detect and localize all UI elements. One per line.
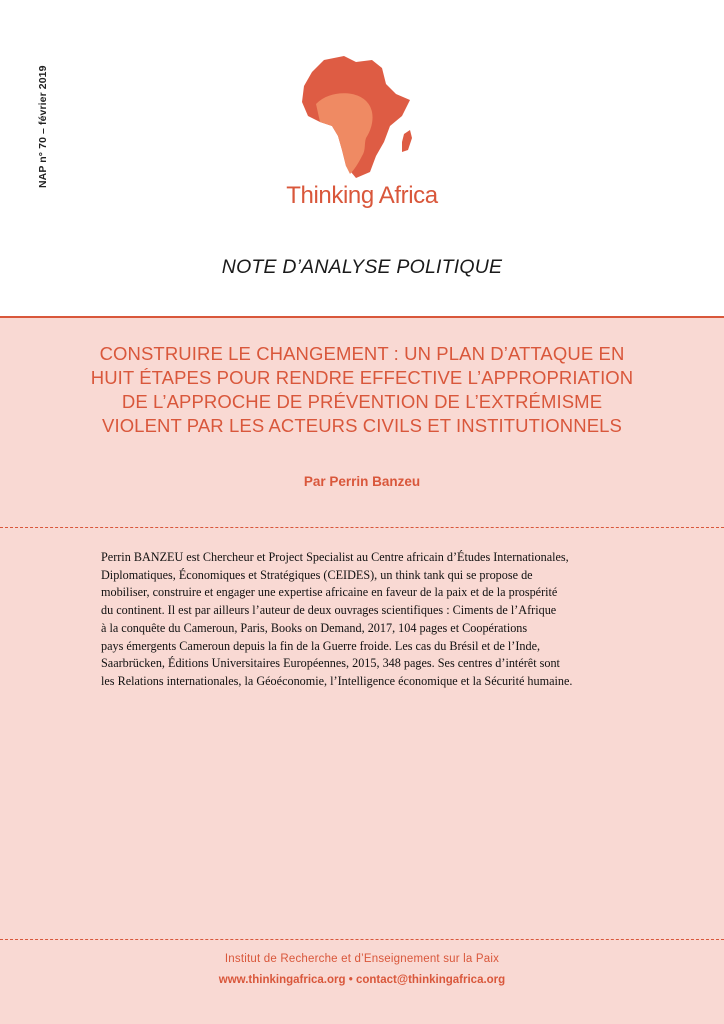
title-line: DE L’APPROCHE DE PRÉVENTION DE L’EXTRÉMISME bbox=[121, 391, 603, 412]
logo-wordmark: Thinking Africa bbox=[286, 182, 438, 209]
madagascar-shape bbox=[402, 130, 412, 152]
bio-line: à la conquête du Cameroun, Paris, Books on Demand, 2017, 104 pages et Coopérations bbox=[101, 620, 528, 635]
issue-date-label: NAP n° 70 – février 2019 bbox=[37, 65, 49, 188]
bio-line: du continent. Il est par ailleurs l’auteur de deux ouvrages scientifiques : Ciments de l’Afrique bbox=[101, 603, 557, 618]
bio-line: mobiliser, construire et engager une expertise africaine en faveur de la paix et de la prospérité bbox=[101, 585, 558, 600]
title-line: VIOLENT PAR LES ACTEURS CIVILS ET INSTITUTIONNELS bbox=[102, 415, 622, 436]
dashed-divider bbox=[0, 939, 724, 940]
institute-name: Institut de Recherche et d’Enseignement sur la Paix bbox=[224, 953, 500, 965]
bio-line: Diplomatiques, Économiques et Stratégiques (CEIDES), un think tank qui se propose de bbox=[101, 567, 533, 582]
title-line: CONSTRUIRE LE CHANGEMENT : UN PLAN D’ATTAQUE EN bbox=[99, 343, 625, 364]
document-title bbox=[40, 342, 684, 438]
email-link[interactable]: contact@thinkingafrica.org bbox=[355, 974, 506, 986]
website-link[interactable]: www.thinkingafrica.org bbox=[218, 974, 346, 986]
bio-line: pays émergents Cameroun depuis la fin de la Guerre froide. Les cas du Brésil et de l’Inde, bbox=[101, 638, 541, 653]
document-type-heading: NOTE D’ANALYSE POLITIQUE bbox=[221, 256, 503, 278]
author-byline: Par Perrin Banzeu bbox=[303, 474, 421, 489]
bio-line: Saarbrücken, Éditions Universitaires Européennes, 2015, 348 pages. Ses centres d’intérêt sont bbox=[101, 656, 560, 671]
dashed-divider bbox=[0, 527, 724, 528]
footer-separator: • bbox=[345, 974, 356, 986]
bio-line: les Relations internationales, la Géoéconomie, l’Intelligence économique et la Sécurité humaine. bbox=[101, 673, 573, 688]
panel-top-divider bbox=[0, 316, 724, 318]
africa-logo-icon bbox=[286, 46, 426, 186]
footer-contact bbox=[0, 974, 724, 986]
title-line: HUIT ÉTAPES POUR RENDRE EFFECTIVE L’APPROPRIATION bbox=[90, 367, 634, 388]
bio-line: Perrin BANZEU est Chercheur et Project Specialist au Centre africain d’Études Internationales, bbox=[101, 550, 569, 564]
author-bio bbox=[101, 549, 627, 691]
